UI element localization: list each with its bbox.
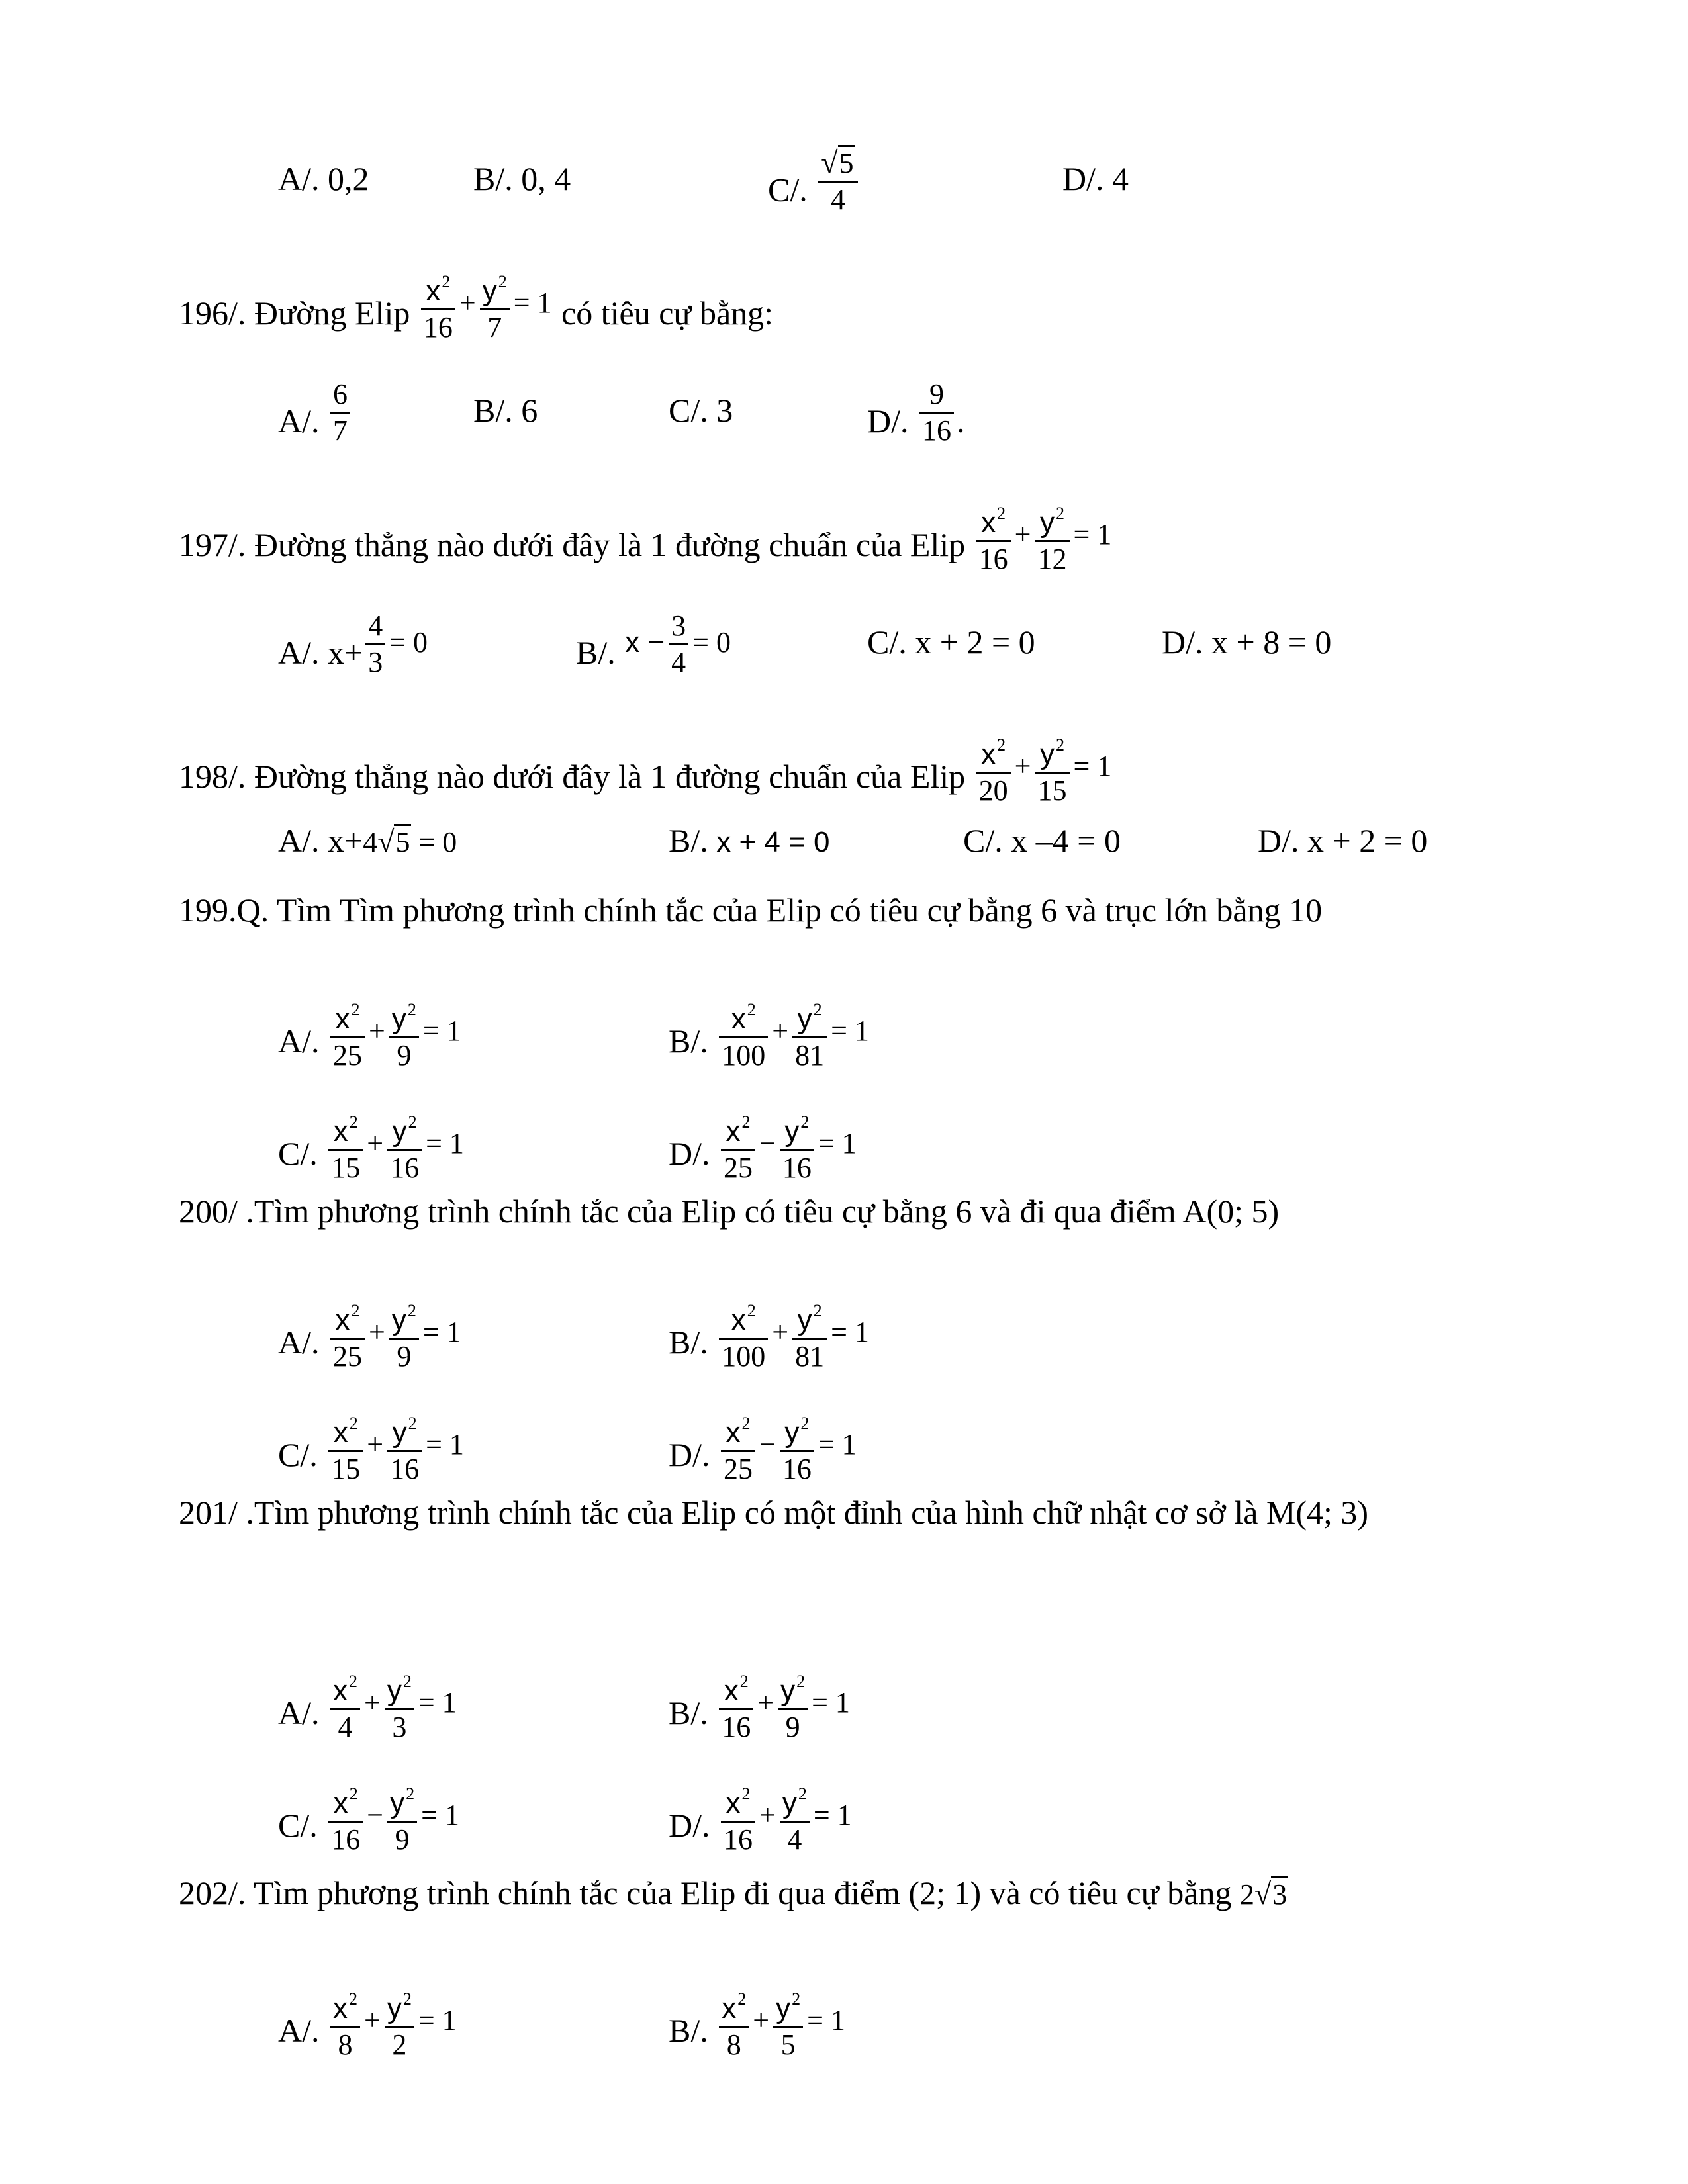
q195-option-c-fraction: $\frac{√5}{4}$ [818, 147, 857, 216]
q197-option-b: B/. x − $\frac{3}{4}$ = 0 [576, 610, 731, 678]
q198-option-d: D/. x + 2 = 0 [1258, 822, 1428, 859]
q195-option-d: D/. 4 [1062, 160, 1129, 197]
q198-option-a: A/. x+4√5 = 0 [278, 822, 457, 859]
q202-question: 202/. Tìm phương trình chính tắc của Elip đi qua điểm (2; 1) và có tiêu cự bằng 2√3 [179, 1874, 1288, 1911]
q198-option-b: B/. x + 4 = 0 [669, 822, 830, 859]
q201-option-d: D/. $\frac{x^2}{16}$ + $\frac{y^2}{4}$ = 1 [669, 1790, 853, 1868]
q200-option-b: B/. $\frac{x^2}{100}$ + $\frac{y^2}{81}$ = 1 [669, 1307, 870, 1385]
q199-question: 199.Q. Tìm Tìm phương trình chính tắc của Elip có tiêu cự bằng 6 và trục lớn bằng 10 [179, 891, 1323, 929]
q199-option-a: A/. $\frac{x^2}{25}$ + $\frac{y^2}{9}$ = 1 [278, 1006, 463, 1083]
q200-option-c: C/. $\frac{x^2}{15}$ + $\frac{y^2}{16}$ = 1 [278, 1420, 465, 1497]
q196-option-c: C/. 3 [669, 392, 733, 429]
q196-option-b: B/. 6 [473, 392, 538, 429]
q196-option-a: A/. $\frac{6}{7}$ [278, 390, 353, 459]
q197-option-a: A/. x+ $\frac{4}{3}$ = 0 [278, 610, 428, 678]
q195-option-c: C/. $\frac{√5}{4}$ [768, 159, 861, 228]
q201-question: 201/ .Tìm phương trình chính tắc của Elip có một đỉnh của hình chữ nhật cơ sở là M(4; 3) [179, 1494, 1369, 1531]
q201-option-a: A/. $\frac{x^2}{4}$ + $\frac{y^2}{3}$ = 1 [278, 1678, 458, 1755]
q199-option-d: D/. $\frac{x^2}{25}$ − $\frac{y^2}{16}$ = 1 [669, 1118, 858, 1196]
q195-option-a: A/. 0,2 [278, 160, 369, 197]
q202-option-a: A/. $\frac{x^2}{8}$ + $\frac{y^2}{2}$ = 1 [278, 1995, 458, 2073]
q200-option-d: D/. $\frac{x^2}{25}$ − $\frac{y^2}{16}$ = 1 [669, 1420, 858, 1497]
q201-option-c: C/. $\frac{x^2}{16}$ − $\frac{y^2}{9}$ = 1 [278, 1790, 461, 1868]
q201-option-b: B/. $\frac{x^2}{16}$ + $\frac{y^2}{9}$ = 1 [669, 1678, 851, 1755]
q200-option-a: A/. $\frac{x^2}{25}$ + $\frac{y^2}{9}$ = 1 [278, 1307, 463, 1385]
q199-option-b: B/. $\frac{x^2}{100}$ + $\frac{y^2}{81}$ = 1 [669, 1006, 870, 1083]
q196-question: 196/. Đường Elip $\frac{x^2}{16}$ + $\frac{y^2}{7}$ = 1 có tiêu cự bằng: [179, 278, 773, 355]
q196-option-d: D/. $\frac{9}{16}$ . [867, 378, 965, 447]
q197-option-c: C/. x + 2 = 0 [867, 623, 1035, 660]
q195-option-b: B/. 0, 4 [473, 160, 571, 197]
q198-question: 198/. Đường thẳng nào dưới đây là 1 đường chuẩn của Elip $\frac{x^2}{20}$ + $\frac{y^2}{15}$ = 1 [179, 741, 1113, 819]
q197-option-d: D/. x + 8 = 0 [1162, 623, 1332, 660]
q199-option-c: C/. $\frac{x^2}{15}$ + $\frac{y^2}{16}$ = 1 [278, 1118, 465, 1196]
q200-question: 200/ .Tìm phương trình chính tắc của Elip có tiêu cự bằng 6 và đi qua điểm A(0; 5) [179, 1193, 1280, 1230]
q198-option-c: C/. x –4 = 0 [963, 822, 1121, 859]
q197-question: 197/. Đường thẳng nào dưới đây là 1 đường chuẩn của Elip $\frac{x^2}{16}$ + $\frac{y^2}{12}$ = 1 [179, 510, 1113, 587]
q202-option-b: B/. $\frac{x^2}{8}$ + $\frac{y^2}{5}$ = 1 [669, 1995, 847, 2073]
